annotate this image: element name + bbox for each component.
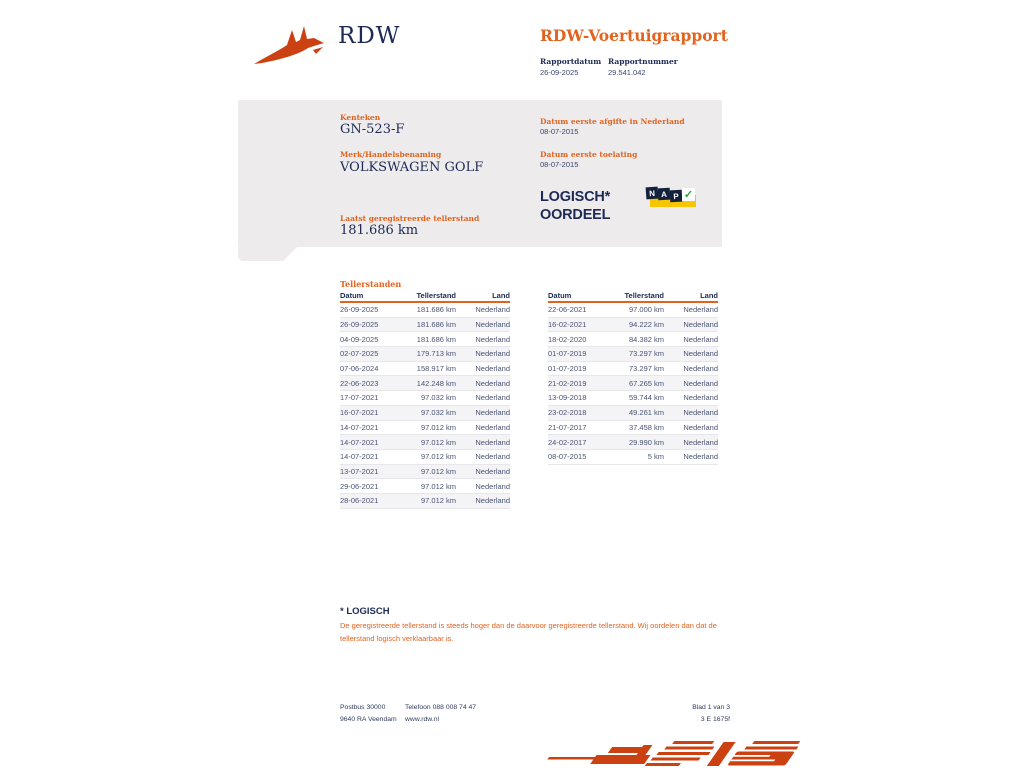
header-tellerstand: Tellerstand [416,291,456,300]
eerste-toelating-value: 08-07-2015 [540,160,579,169]
land-cell: Nederland [475,364,510,374]
nap-letter-a: A [658,188,671,201]
tellerstand-cell: 97.032 km [420,408,456,418]
nap-checkmark-icon: ✓ [683,189,694,201]
datum-cell: 26-09-2025 [340,305,379,315]
tellerstand-value: 181.686 km [340,223,419,238]
land-cell: Nederland [683,408,718,418]
tellerstand-row [340,465,510,480]
header-land: Land [492,291,510,300]
datum-cell: 26-09-2025 [340,320,379,330]
land-cell: Nederland [475,305,510,315]
report-date-value: 26-09-2025 [540,68,579,77]
footer-postbus: Postbus 30000 [340,704,386,711]
datum-cell: 08-07-2015 [548,452,587,462]
datum-cell: 13-09-2018 [548,393,587,403]
tellerstand-cell: 158.917 km [416,364,456,374]
footer-address [340,702,397,726]
datum-cell: 23-02-2018 [548,408,587,418]
table-header-row [548,290,718,303]
tellerstand-cell: 181.686 km [416,305,456,315]
land-cell: Nederland [475,481,510,491]
logisch-footnote-heading: * LOGISCH [340,606,390,617]
kenteken-value: GN-523-F [340,122,405,137]
brand-wordmark: RDW [338,23,401,49]
tellerstand-row [340,347,510,362]
header-land: Land [700,291,718,300]
tellerstand-cell: 181.686 km [416,320,456,330]
land-cell: Nederland [683,422,718,432]
tellerstand-cell: 97.012 km [420,437,456,447]
land-cell: Nederland [475,393,510,403]
tellerstand-cell: 59.744 km [628,393,664,403]
tellerstand-cell: 97.032 km [420,393,456,403]
tellerstand-row [340,318,510,333]
tellerstand-row [340,391,510,406]
tellerstand-cell: 94.222 km [628,320,664,330]
tellerstand-cell: 73.297 km [628,349,664,359]
land-cell: Nederland [683,393,718,403]
report-number-label: Rapportnummer [608,57,678,66]
datum-cell: 21-07-2017 [548,422,587,432]
tellerstand-row [340,332,510,347]
footer-form-code: 3 E 1675f [700,716,730,723]
header-datum: Datum [340,291,364,300]
tellerstand-cell: 179.713 km [416,349,456,359]
eerste-afgifte-label: Datum eerste afgifte in Nederland [540,117,685,126]
tellerstand-cell: 97.012 km [420,481,456,491]
tellerstand-cell: 97.012 km [420,422,456,432]
land-cell: Nederland [683,349,718,359]
tellerstand-cell: 97.012 km [420,452,456,462]
document-title: RDW-Voertuigrapport [540,26,728,45]
tellerstand-row [548,347,718,362]
report-number-value: 29.541.042 [608,68,646,77]
tellerstand-row [340,303,510,318]
tellerstanden-table-left [340,290,510,509]
datum-cell: 04-09-2025 [340,334,379,344]
datum-cell: 28-06-2021 [340,496,379,506]
tellerstand-row [548,406,718,421]
tellerstand-row [340,479,510,494]
datum-cell: 29-06-2021 [340,481,379,491]
tellerstand-cell: 97.012 km [420,496,456,506]
land-cell: Nederland [475,320,510,330]
tellerstand-row [340,376,510,391]
tellerstand-label: Laatst geregistreerde tellerstand [340,214,480,223]
datum-cell: 17-07-2021 [340,393,379,403]
datum-cell: 14-07-2021 [340,422,379,432]
datum-cell: 01-07-2019 [548,364,587,374]
footer-contact [405,702,476,726]
header-datum: Datum [548,291,572,300]
land-cell: Nederland [475,378,510,388]
tellerstand-cell: 97.000 km [628,305,664,315]
tellerstand-cell: 67.265 km [628,378,664,388]
land-cell: Nederland [475,422,510,432]
tellerstand-row [340,450,510,465]
table-body [340,303,510,509]
tellerstand-row [548,450,718,465]
tellerstand-cell: 49.261 km [628,408,664,418]
land-cell: Nederland [683,452,718,462]
land-cell: Nederland [683,305,718,315]
tellerstand-row [340,406,510,421]
tellerstand-cell: 84.382 km [628,334,664,344]
footer-city: 9640 RA Veendam [340,716,397,723]
land-cell: Nederland [475,466,510,476]
tellerstand-row [548,318,718,333]
tellerstand-cell: 97.012 km [420,466,456,476]
tellerstand-cell: 73.297 km [628,364,664,374]
tellerstand-row [548,332,718,347]
rdw-bird-logo-icon [254,24,334,70]
tellerstand-row [548,391,718,406]
land-cell: Nederland [475,349,510,359]
tellerstand-row [340,362,510,377]
footer-phone: Telefoon 088 008 74 47 [405,704,477,711]
tellerstand-row [548,362,718,377]
datum-cell: 16-07-2021 [340,408,379,418]
eerste-toelating-label: Datum eerste toelating [540,150,638,159]
land-cell: Nederland [683,320,718,330]
datum-cell: 14-07-2021 [340,452,379,462]
kenteken-label: Kenteken [340,113,381,122]
tellerstand-cell: 142.248 km [416,378,456,388]
tellerstanden-table-right [548,290,718,465]
vehicle-summary-panel [238,100,722,247]
tellerstand-cell: 29.990 km [628,437,664,447]
datum-cell: 24-02-2017 [548,437,587,447]
tellerstand-row [548,435,718,450]
footer-website: www.rdw.nl [405,716,439,723]
land-cell: Nederland [475,452,510,462]
tellerstand-row [548,376,718,391]
land-cell: Nederland [683,364,718,374]
datum-cell: 22-06-2023 [340,378,379,388]
oordeel-line1: LOGISCH* [540,189,611,205]
datum-cell: 14-07-2021 [340,437,379,447]
land-cell: Nederland [475,408,510,418]
datum-cell: 13-07-2021 [340,466,379,476]
oordeel-line2: OORDEEL [540,207,611,223]
nap-logo [646,186,700,213]
land-cell: Nederland [683,334,718,344]
oordeel-badge [540,188,610,224]
merk-value: VOLKSWAGEN GOLF [340,160,484,175]
datum-cell: 01-07-2019 [548,349,587,359]
tellerstand-cell: 5 km [647,452,664,462]
datum-cell: 16-02-2021 [548,320,587,330]
tellerstand-row [548,303,718,318]
land-cell: Nederland [683,378,718,388]
datum-cell: 22-06-2021 [548,305,587,315]
tellerstand-row [548,421,718,436]
tellerstand-cell: 37.458 km [628,422,664,432]
land-cell: Nederland [475,437,510,447]
land-cell: Nederland [683,437,718,447]
merk-label: Merk/Handelsbenaming [340,150,442,159]
tellerstand-row [340,494,510,509]
tellerstand-cell: 181.686 km [416,334,456,344]
footer-pagination [630,702,730,726]
land-cell: Nederland [475,334,510,344]
rdw-stripe-decoration [543,740,801,768]
tellerstand-row [340,435,510,450]
tellerstanden-title: Tellerstanden [340,279,402,289]
table-header-row [340,290,510,303]
datum-cell: 07-06-2024 [340,364,379,374]
eerste-afgifte-value: 08-07-2015 [540,127,579,136]
footer-page-number: Blad 1 van 3 [692,704,730,711]
header-tellerstand: Tellerstand [624,291,664,300]
report-date-label: Rapportdatum [540,57,602,66]
datum-cell: 21-02-2019 [548,378,587,388]
panel-corner-tab [238,247,297,261]
table-body [548,303,718,465]
tellerstand-row [340,421,510,436]
land-cell: Nederland [475,496,510,506]
logisch-footnote-text: De geregistreerde tellerstand is steeds hoger dan de daarvoor geregistreerde tellerstand. Wij oordelen dan dat de tellerstand logisch verklaarbaar is. [340,621,717,643]
datum-cell: 18-02-2020 [548,334,587,344]
nap-letter-n: N [646,187,659,200]
nap-letter-p: P [670,190,683,203]
datum-cell: 02-07-2025 [340,349,379,359]
